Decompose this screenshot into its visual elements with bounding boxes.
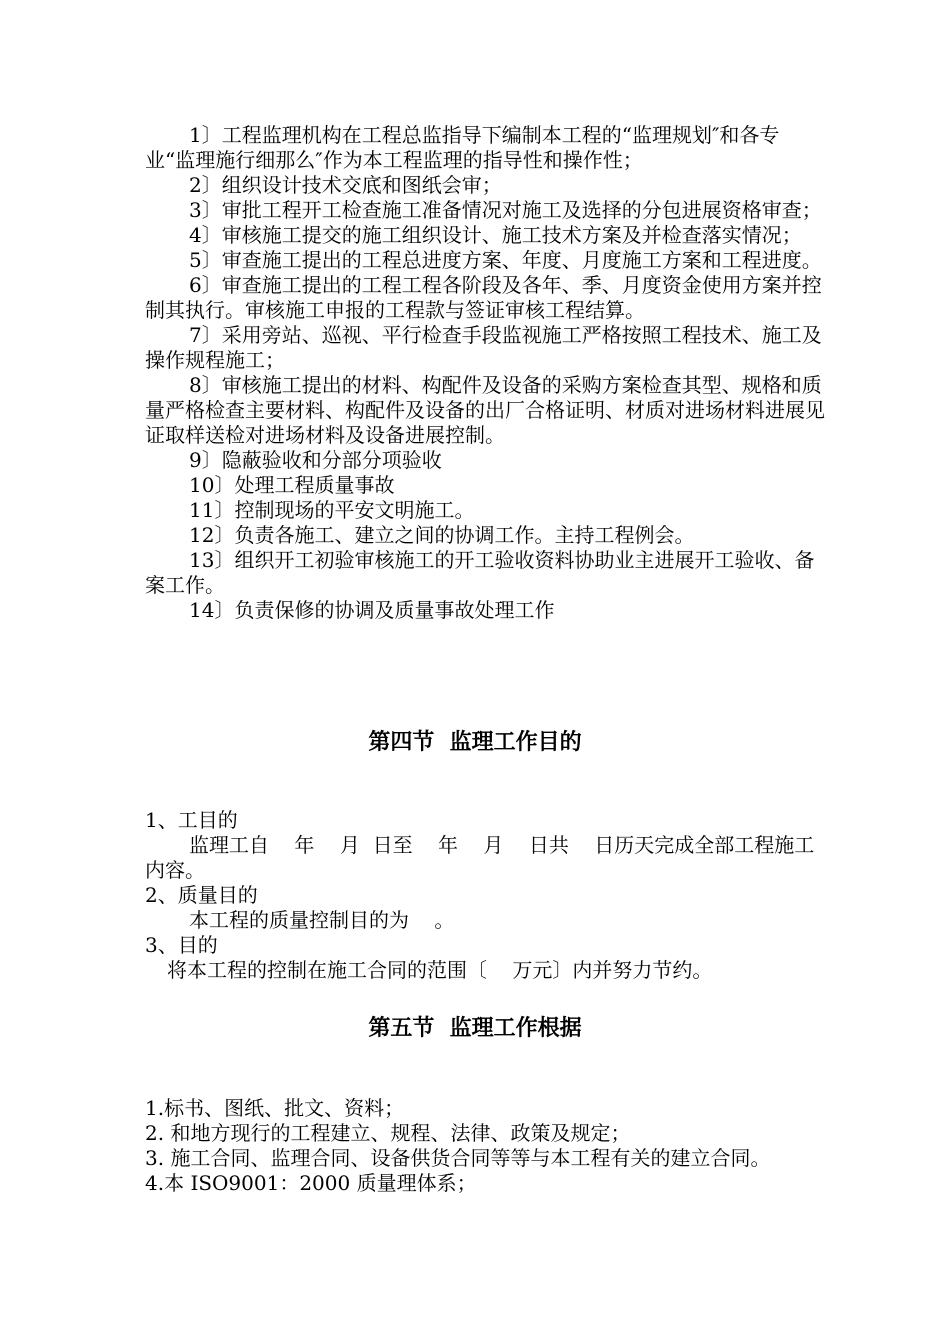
duty-item-6: 6〕审查施工提出的工程工程各阶段及各年、季、月度资金使用方案并控制其执行。审核施工申报的工程款与签证审核工程结算。 [145,273,822,322]
duty-item-1: 1〕工程监理机构在工程总监指导下编制本工程的“监理规划″和各专业“监理施行细那么″作为本工程监理的指导性和操作性； [145,123,780,172]
duty-item-2: 2〕组织设计技术交底和图纸会审； [189,173,502,197]
duty-item-3: 3〕审批工程开工检查施工准备情况对施工及选择的分包进展资格审查； [189,198,822,222]
duty-item-12: 12〕负责各施工、建立之间的协调工作。主持工程例会。 [189,523,695,547]
goal-text-cost: 将本工程的控制在施工合同的范围〔 万元〕内并努力节约。 [167,958,713,982]
basis-item-4: 4.本 ISO9001：2000 质量理体系； [145,1171,477,1195]
section-4-heading: 第四节 监理工作目的 [368,730,582,755]
section-4-body [145,808,825,983]
basis-item-2: 2. 和地方现行的工程建立、规程、法律、政策及规定； [145,1121,631,1145]
duty-item-8: 8〕审核施工提出的材料、构配件及设备的采购方案检查其型、规格和质量严格检查主要材料、构配件及设备的出厂合格证明、材质对进场材料进展见证取样送检对进场材料及设备进展控制。 [145,373,825,447]
duty-item-13: 13〕组织开工初验审核施工的开工验收资料协助业主进展开工验收、备案工作。 [145,548,815,597]
duty-item-10: 10〕处理工程质量事故 [189,473,395,497]
basis-item-3: 3. 施工合同、监理合同、设备供货合同等等与本工程有关的建立合同。 [145,1146,771,1170]
duty-item-9: 9〕隐蔽验收和分部分项验收 [189,448,442,472]
duties-list [145,123,825,623]
goal-text-quality: 本工程的质量控制目的为 。 [189,908,455,932]
goal-label-quality: 2、质量目的 [145,883,258,907]
goal-label-schedule: 1、工目的 [145,808,238,832]
section-5-body [145,1096,825,1196]
duty-item-7: 7〕采用旁站、巡视、平行检查手段监视施工严格按照工程技术、施工及操作规程施工； [145,323,822,372]
goal-text-schedule: 监理工自 年 月 日至 年 月 日共 日历天完成全部工程施工内容。 [145,833,815,882]
duty-item-11: 11〕控制现场的平安文明施工。 [189,498,475,522]
section-5-heading: 第五节 监理工作根据 [368,1016,582,1041]
goal-label-cost: 3、目的 [145,933,218,957]
duty-item-5: 5〕审查施工提出的工程总进度方案、年度、月度施工方案和工程进度。 [189,248,822,272]
duty-item-4: 4〕审核施工提交的施工组织设计、施工技术方案及并检查落实情况； [189,223,802,247]
basis-item-1: 1.标书、图纸、批文、资料； [145,1096,405,1120]
duty-item-14: 14〕负责保修的协调及质量事故处理工作 [189,598,555,622]
